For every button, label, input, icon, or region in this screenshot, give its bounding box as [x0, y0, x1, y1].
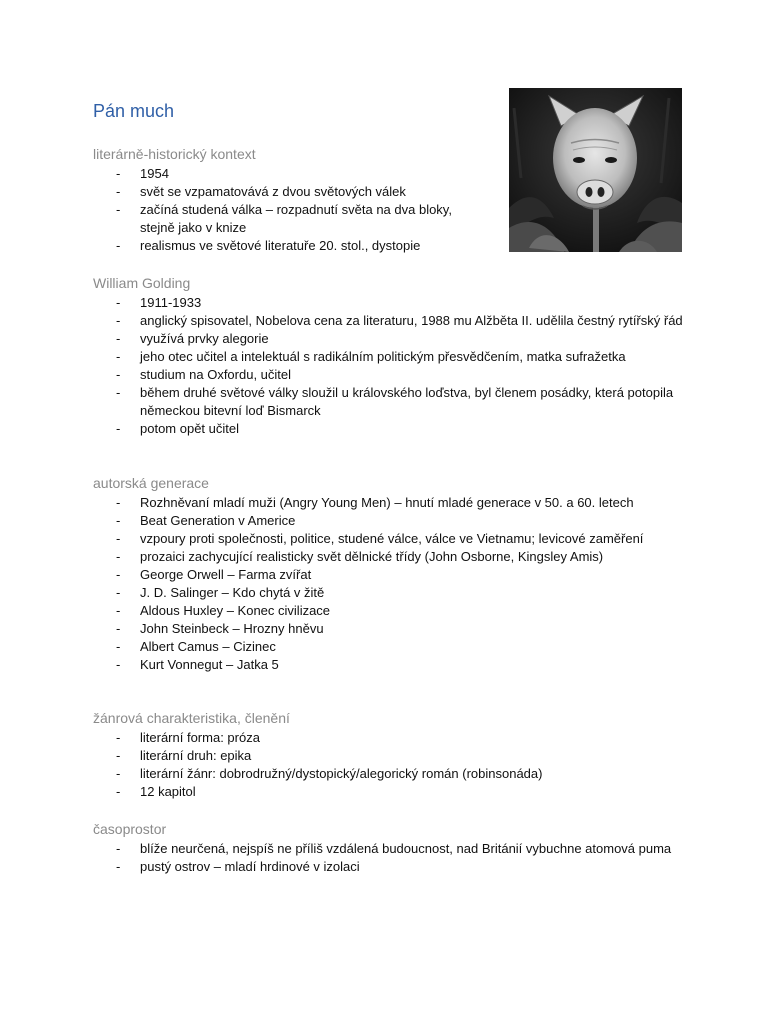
section-heading: William Golding [93, 275, 191, 291]
section-genre [93, 709, 693, 801]
section-heading: časoprostor [93, 821, 167, 837]
list-item: - začíná studená válka – rozpadnutí světa na dva bloky, stejně jako v knize [93, 201, 483, 237]
list-item: - literární forma: próza [93, 729, 693, 747]
list-item: - Rozhněvaní mladí muži (Angry Young Men) – hnutí mladé generace v 50. a 60. letech [93, 494, 693, 512]
bullet-list [93, 729, 693, 801]
list-item: - svět se vzpamatovává z dvou světových válek [93, 183, 483, 201]
list-item: - Albert Camus – Cizinec [93, 638, 693, 656]
list-item: - 1954 [93, 165, 483, 183]
list-item: - realismus ve světové literatuře 20. stol., dystopie [93, 237, 483, 255]
section-literary-context [93, 145, 693, 255]
list-item: - využívá prvky alegorie [93, 330, 693, 348]
bullet-list [93, 494, 693, 674]
section-heading: žánrová charakteristika, členění [93, 710, 290, 726]
list-item: - blíže neurčená, nejspíš ne příliš vzdálená budoucnost, nad Británií vybuchne atomová puma [93, 840, 693, 858]
document-title: Pán much [93, 101, 175, 121]
list-item: - prozaici zachycující realisticky svět dělnické třídy (John Osborne, Kingsley Amis) [93, 548, 693, 566]
list-item: - 1911-1933 [93, 294, 693, 312]
list-item: - George Orwell – Farma zvířat [93, 566, 693, 584]
list-item: - J. D. Salinger – Kdo chytá v žitě [93, 584, 693, 602]
list-item: - vzpoury proti společnosti, politice, studené válce, válce ve Vietnamu; levicové zaměření [93, 530, 693, 548]
bullet-list [93, 294, 693, 438]
section-author [93, 274, 693, 438]
list-item: - John Steinbeck – Hrozny hněvu [93, 620, 693, 638]
list-item: - studium na Oxfordu, učitel [93, 366, 693, 384]
list-item: - jeho otec učitel a intelektuál s radikálním politickým přesvědčením, matka sufražetka [93, 348, 693, 366]
list-item: - literární druh: epika [93, 747, 693, 765]
bullet-list [93, 840, 693, 876]
section-heading: autorská generace [93, 475, 209, 491]
list-item: - pustý ostrov – mladí hrdinové v izolaci [93, 858, 693, 876]
list-item: - anglický spisovatel, Nobelova cena za literaturu, 1988 mu Alžběta II. udělila čestný rytířský řád [93, 312, 693, 330]
section-heading: literárně-historický kontext [93, 146, 256, 162]
list-item: - během druhé světové války sloužil u královského loďstva, byl členem posádky, která potopila německou bitevní loď Bismarck [93, 384, 693, 420]
list-item: - Aldous Huxley – Konec civilizace [93, 602, 693, 620]
bullet-list [93, 165, 483, 255]
section-chronotope [93, 820, 693, 876]
list-item: - Kurt Vonnegut – Jatka 5 [93, 656, 693, 674]
list-item: - 12 kapitol [93, 783, 693, 801]
list-item: - potom opět učitel [93, 420, 693, 438]
section-author-generation [93, 474, 693, 674]
list-item: - literární žánr: dobrodružný/dystopický/alegorický román (robinsonáda) [93, 765, 693, 783]
list-item: - Beat Generation v Americe [93, 512, 693, 530]
